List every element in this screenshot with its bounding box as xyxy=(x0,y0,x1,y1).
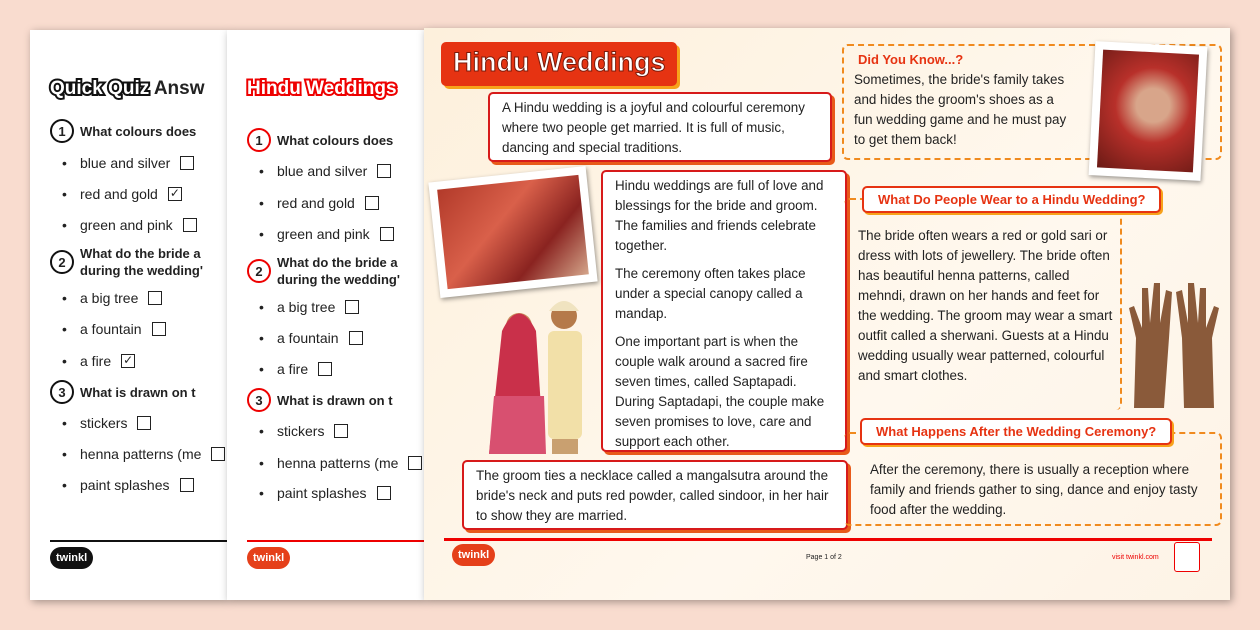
footer-line xyxy=(444,538,1212,541)
answer-checkbox[interactable] xyxy=(349,331,363,345)
question xyxy=(50,380,196,404)
bride-photo xyxy=(1089,41,1208,181)
answer-option: • stickers xyxy=(62,414,151,432)
answer-checkbox[interactable]: ✓ xyxy=(169,186,180,200)
answer-option: • henna patterns (me xyxy=(259,454,422,472)
question xyxy=(247,128,393,152)
question-number: 3 xyxy=(50,380,74,404)
answer-checkbox[interactable] xyxy=(152,322,166,336)
quiz-title: Hindu Weddings xyxy=(247,78,397,99)
answer-option: • red and gold xyxy=(259,194,379,212)
answer-checkbox[interactable] xyxy=(377,164,391,178)
couple-illustration xyxy=(484,286,599,456)
quality-badge xyxy=(1174,542,1200,572)
footer-line xyxy=(247,540,424,542)
question-number: 1 xyxy=(50,119,74,143)
answer-checkbox[interactable] xyxy=(183,218,197,232)
answer-checkbox[interactable] xyxy=(180,478,194,492)
question-number: 2 xyxy=(247,259,271,283)
main-text-box: Hindu weddings are full of love and blessings for the bride and groom. The families and friends celebrate together. The ceremony often takes place under a special canopy called a mandap. One important part is when the couple walk around a sacred fire seven times, called Saptapadi. During Saptadapi, the couple make seven promises to love, care and support each other. xyxy=(601,170,847,452)
answer-checkbox[interactable] xyxy=(211,447,225,461)
quiz-page xyxy=(227,30,424,600)
question-number: 2 xyxy=(50,250,74,274)
fact-sheet-page xyxy=(424,28,1230,600)
sari-photo xyxy=(428,166,597,298)
twinkl-logo: twinkl xyxy=(247,547,290,569)
answer-checkbox[interactable] xyxy=(345,300,359,314)
answer-option: • a big tree xyxy=(259,298,359,316)
after-heading: What Happens After the Wedding Ceremony? xyxy=(860,418,1172,445)
wear-heading: What Do People Wear to a Hindu Wedding? xyxy=(862,186,1161,213)
answer-option: • stickers xyxy=(259,422,348,440)
answer-checkbox[interactable] xyxy=(408,456,422,470)
wear-text: The bride often wears a red or gold sari or dress with lots of jewellery. The bride often has beautiful henna patterns, called mehndi, drawn on her hands and feet for the wedding. The groom may wear a smart outfit called a sherwani. Guests at a Hindu wedding usually wear patterned, colourful and smart clothes. xyxy=(858,228,1113,383)
question xyxy=(247,388,393,412)
did-you-know-box: Did You Know...? Sometimes, the bride's family takes and hides the groom's shoes as a fun wedding game and he must pay to get them back! xyxy=(842,44,1222,160)
answer-option: • a fire xyxy=(259,360,332,378)
answer-checkbox[interactable] xyxy=(380,227,394,241)
answer-option: • a big tree xyxy=(62,289,162,307)
answer-option: • green and pink xyxy=(62,216,197,234)
answer-checkbox[interactable] xyxy=(377,486,391,500)
answer-option: • paint splashes xyxy=(259,484,391,502)
answer-checkbox[interactable] xyxy=(148,291,162,305)
answer-option: • blue and silver xyxy=(62,154,194,172)
question-text: What is drawn on t xyxy=(277,392,393,408)
quiz-title: Quick Quiz Answ xyxy=(50,78,205,99)
answer-checkbox[interactable] xyxy=(180,156,194,170)
question-text: What do the bride a during the wedding' xyxy=(80,246,203,278)
question-text: What colours does xyxy=(277,132,394,148)
answer-option: • henna patterns (me xyxy=(62,445,225,463)
answer-option: • a fountain xyxy=(62,320,166,338)
page-title: Hindu Weddings xyxy=(441,42,677,86)
twinkl-logo: twinkl xyxy=(50,547,93,569)
answer-option: • red and gold ✓ xyxy=(62,186,180,202)
answer-checkbox[interactable] xyxy=(318,362,332,376)
answer-option: • paint splashes xyxy=(62,476,194,494)
answer-checkbox[interactable] xyxy=(365,196,379,210)
question-number: 3 xyxy=(247,388,271,412)
bottom-text-box: The groom ties a necklace called a mangalsutra around the bride's neck and puts red powder, called sindoor, in her hair to show they are married. xyxy=(462,460,848,530)
answer-option: • blue and silver xyxy=(259,162,391,180)
answer-checkbox[interactable]: ✓ xyxy=(123,353,134,367)
answer-option: • green and pink xyxy=(259,225,394,243)
answer-option: • a fire ✓ xyxy=(62,353,134,369)
question xyxy=(50,245,203,279)
quiz-answers-page xyxy=(30,30,227,600)
question-text: What colours does xyxy=(80,123,197,139)
question xyxy=(247,254,400,288)
henna-hands-illustration xyxy=(1124,278,1224,413)
question-number: 1 xyxy=(247,128,271,152)
page-number: Page 1 of 2 xyxy=(806,554,842,561)
question-text: What is drawn on t xyxy=(80,384,196,400)
question-text: What do the bride a during the wedding' xyxy=(277,255,400,287)
intro-box: A Hindu wedding is a joyful and colourful ceremony where two people get married. It is full of music, dancing and special traditions. xyxy=(488,92,832,162)
visit-link[interactable]: visit twinkl.com xyxy=(1112,554,1159,561)
after-text: After the ceremony, there is usually a reception where family and friends gather to sing, dance and enjoy tasty food after the wedding. xyxy=(870,462,1198,517)
answer-checkbox[interactable] xyxy=(334,424,348,438)
footer-line xyxy=(50,540,227,542)
answer-option: • a fountain xyxy=(259,329,363,347)
twinkl-logo: twinkl xyxy=(452,544,495,566)
question xyxy=(50,119,196,143)
answer-checkbox[interactable] xyxy=(137,416,151,430)
